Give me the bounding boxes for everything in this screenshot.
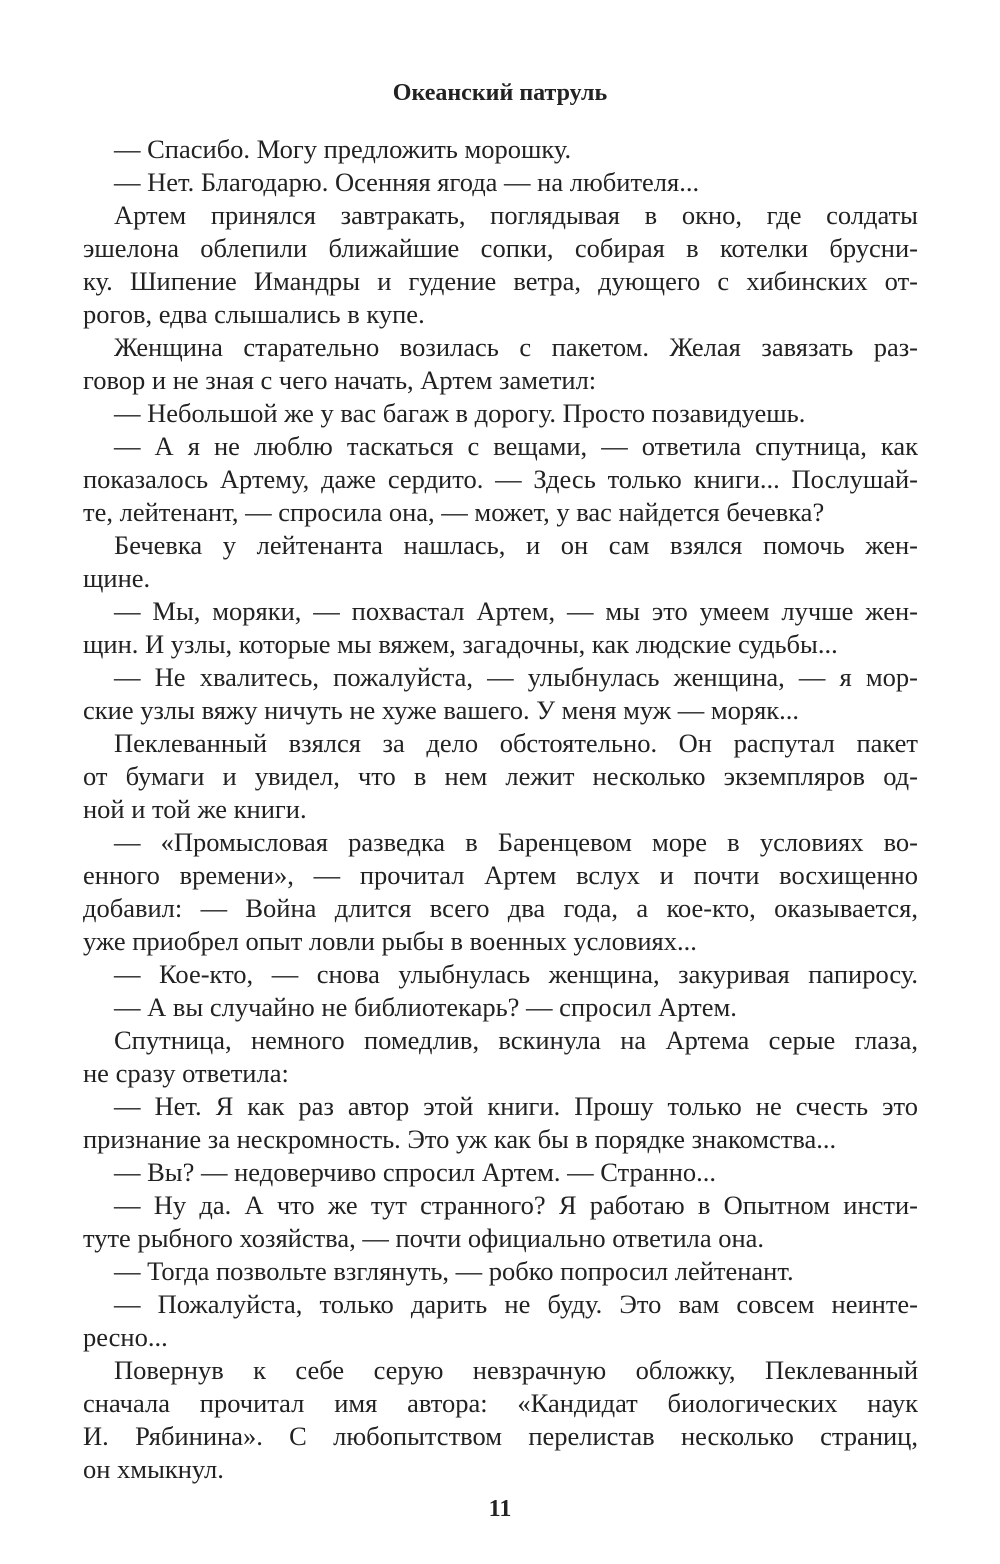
text-line: Повернув к себе серую невзрачную обложку, Пеклеванный — [114, 1355, 918, 1385]
text-line: — А я не люблю таскаться с вещами, — ответила спутница, как — [114, 431, 918, 461]
text-line: ку. Шипение Имандры и гудение ветра, дующего с хибинских от- — [83, 266, 918, 296]
text-line: эшелона облепили ближайшие сопки, собирая в котелки брусни- — [83, 233, 918, 263]
text-line: — Нет. Я как раз автор этой книги. Прошу только не счесть это — [114, 1091, 918, 1121]
text-line: — Вы? — недоверчиво спросил Артем. — Странно... — [114, 1157, 717, 1187]
page-body-text — [83, 133, 918, 1486]
text-line: Артем принялся завтракать, поглядывая в окно, где солдаты — [114, 200, 918, 230]
text-line: — Кое-кто, — снова улыбнулась женщина, закуривая папиросу. — [114, 959, 918, 989]
text-line: И. Рябинина». С любопытством перелистав несколько страниц, — [83, 1421, 918, 1451]
text-line: говор и не зная с чего начать, Артем заметил: — [83, 365, 597, 395]
text-line: — Тогда позвольте взглянуть, — робко попросил лейтенант. — [114, 1256, 794, 1286]
text-line: ресно... — [83, 1322, 168, 1352]
text-line: Женщина старательно возилась с пакетом. Желая завязать раз- — [114, 332, 918, 362]
text-line: туте рыбного хозяйства, — почти официально ответила она. — [83, 1223, 765, 1253]
text-line: — Небольшой же у вас багаж в дорогу. Просто позавидуешь. — [114, 398, 806, 428]
text-line: ские узлы вяжу ничуть не хуже вашего. У меня муж — моряк... — [83, 695, 800, 725]
text-line: рогов, едва слышались в купе. — [83, 299, 425, 329]
text-line: Спутница, немного помедлив, вскинула на Артема серые глаза, — [114, 1025, 918, 1055]
running-title: Океанский патруль — [392, 80, 608, 106]
text-line: он хмыкнул. — [83, 1454, 224, 1484]
text-line: — Не хвалитесь, пожалуйста, — улыбнулась женщина, — я мор- — [114, 662, 918, 692]
text-line: сначала прочитал имя автора: «Кандидат биологических наук — [83, 1388, 918, 1418]
text-line: показалось Артему, даже сердито. — Здесь только книги... Послушай- — [83, 464, 918, 494]
text-line: Пеклеванный взялся за дело обстоятельно. Он распутал пакет — [114, 728, 918, 758]
text-line: уже приобрел опыт ловли рыбы в военных условиях... — [83, 926, 697, 956]
text-line: — А вы случайно не библиотекарь? — спросил Артем. — [114, 992, 737, 1022]
text-line: ной и той же книги. — [83, 794, 307, 824]
text-line: те, лейтенант, — спросила она, — может, у вас найдется бечевка? — [83, 497, 825, 527]
page-number: 11 — [488, 1496, 512, 1522]
text-line: добавил: — Война длится всего два года, а кое-кто, оказывается, — [83, 893, 918, 923]
text-line: енного времени», — прочитал Артем вслух и почти восхищенно — [83, 860, 918, 890]
text-line: — «Промысловая разведка в Баренцевом море в условиях во- — [114, 827, 918, 857]
text-line: щин. И узлы, которые мы вяжем, загадочны, как людские судьбы... — [83, 629, 838, 659]
text-line: — Мы, моряки, — похвастал Артем, — мы это умеем лучше жен- — [114, 596, 918, 626]
text-line: — Спасибо. Могу предложить морошку. — [114, 134, 572, 164]
text-line: Бечевка у лейтенанта нашлась, и он сам взялся помочь жен- — [114, 530, 918, 560]
text-line: от бумаги и увидел, что в нем лежит несколько экземпляров од- — [83, 761, 918, 791]
text-line: — Пожалуйста, только дарить не буду. Это вам совсем неинте- — [114, 1289, 918, 1319]
text-line: не сразу ответила: — [83, 1058, 289, 1088]
text-line: — Ну да. А что же тут странного? Я работаю в Опытном инсти- — [114, 1190, 918, 1220]
text-line: признание за нескромность. Это уж как бы в порядке знакомства... — [83, 1124, 837, 1154]
text-line: щине. — [83, 563, 151, 593]
text-line: — Нет. Благодарю. Осенняя ягода — на любителя... — [114, 167, 700, 197]
